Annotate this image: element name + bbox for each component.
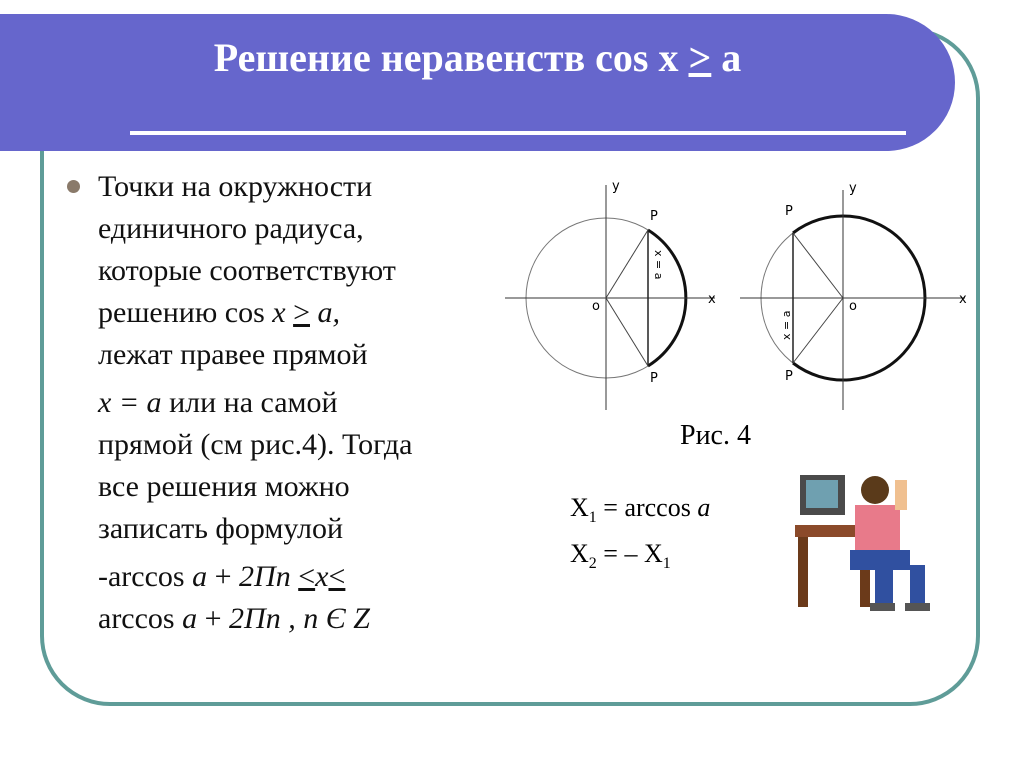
body-text: Точки на окружности единичного радиуса, которые соответствуют решению cos x > a, лежат правее прямой x = a или на самой прямой (см рис.4). Тогда все решения можно записать формулой -arccos a + 2Πn <x< arccos a + 2Πn , n Є Z (98, 166, 413, 640)
svg-text:x: x (959, 292, 967, 307)
svg-text:P: P (650, 371, 658, 386)
svg-text:x = a: x = a (652, 250, 665, 280)
svg-text:y: y (612, 179, 620, 194)
person-at-computer-clipart (790, 465, 940, 615)
formulas: $X_1 = \arccos a$ $X_2$ = – $X_1$ (570, 493, 711, 573)
svg-text:y: y (849, 181, 857, 196)
svg-text:x = a: x = a (780, 310, 793, 340)
svg-text:P: P (785, 369, 793, 384)
formula-line-2: arccos a + 2Πn , n Є Z (98, 602, 370, 635)
svg-text:o: o (592, 299, 600, 314)
title-divider (130, 131, 906, 135)
svg-text:o: o (849, 299, 857, 314)
figure-caption: Рис. 4 (680, 420, 751, 451)
svg-text:x: x (708, 292, 716, 307)
svg-text:P: P (650, 209, 658, 224)
bullet-icon (67, 180, 80, 193)
svg-text:P: P (785, 204, 793, 219)
formula-line-1: -arccos a + 2Πn <x< (98, 560, 346, 593)
unit-circle-diagram-2 (735, 170, 975, 415)
unit-circle-diagram-1 (500, 170, 730, 415)
slide-title: Решение неравенств cos x > a (213, 35, 742, 80)
